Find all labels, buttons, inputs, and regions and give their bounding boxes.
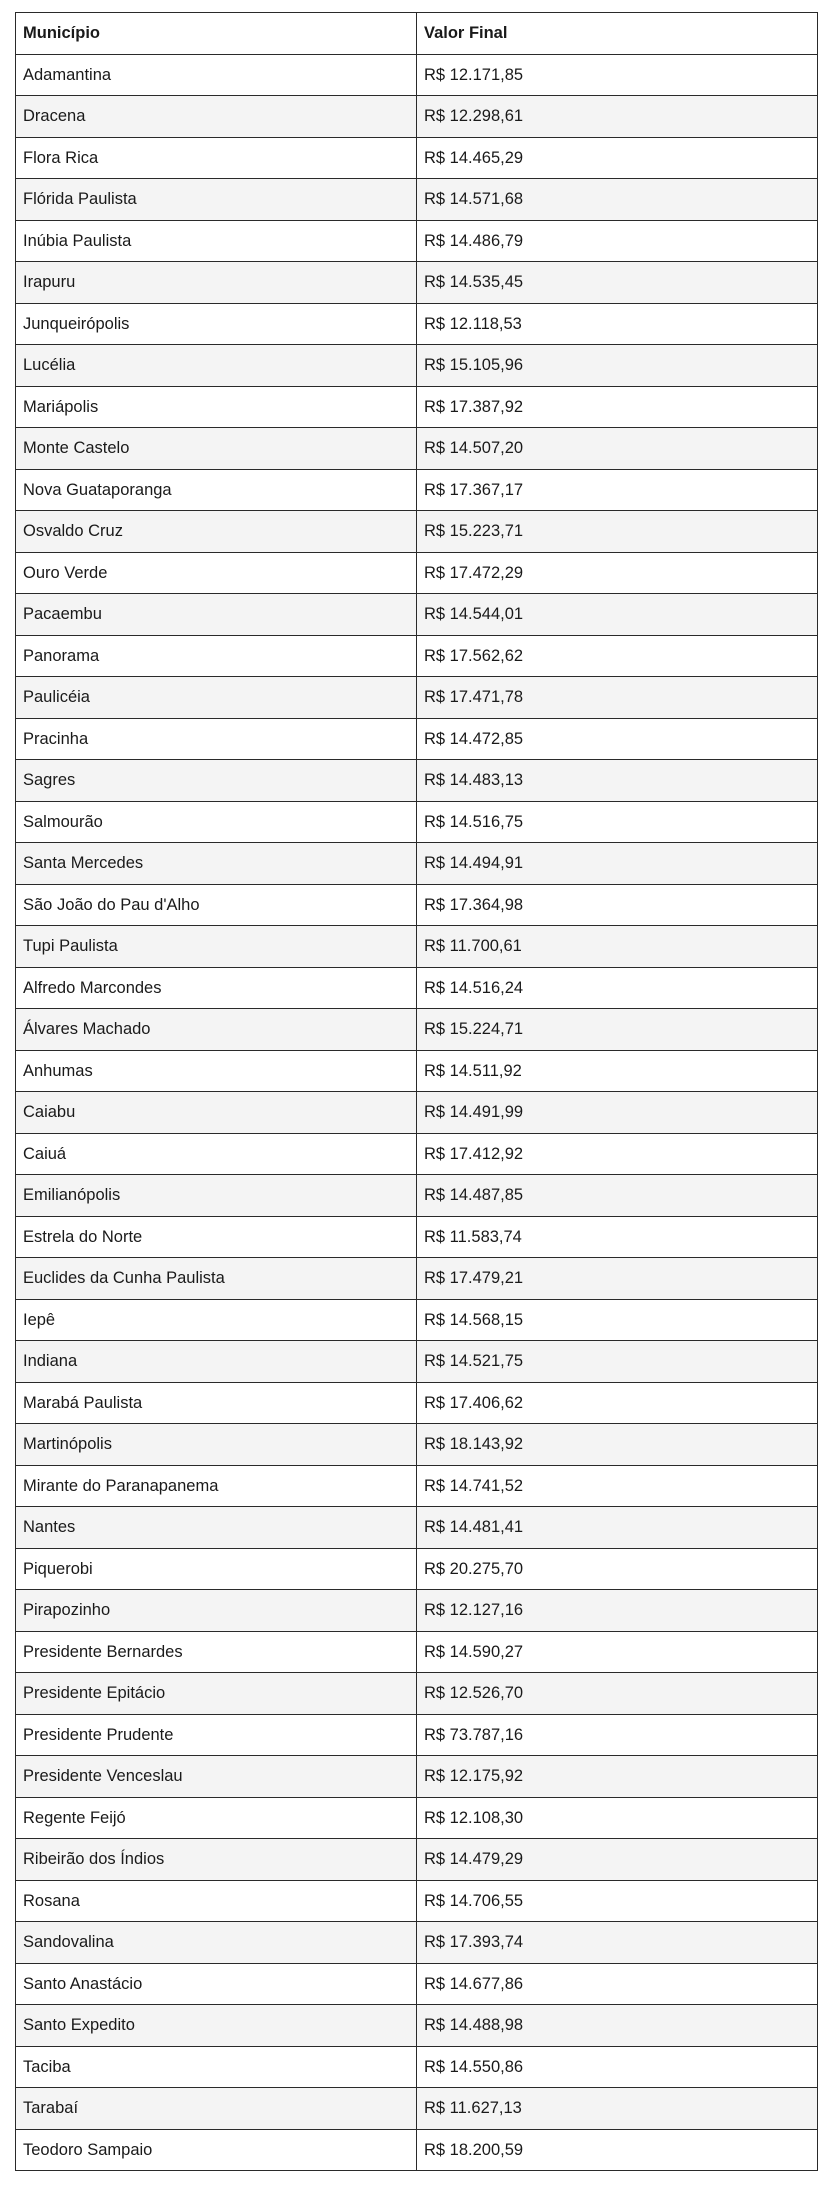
table-row [16, 137, 818, 179]
cell-municipio: Ribeirão dos Índios [16, 1839, 417, 1881]
cell-valor-final: R$ 14.494,91 [417, 843, 818, 885]
cell-valor-final: R$ 14.491,99 [417, 1092, 818, 1134]
cell-valor-final: R$ 17.471,78 [417, 677, 818, 719]
cell-municipio: Monte Castelo [16, 428, 417, 470]
cell-municipio: Tupi Paulista [16, 926, 417, 968]
cell-valor-final: R$ 18.200,59 [417, 2129, 818, 2171]
cell-valor-final: R$ 17.364,98 [417, 884, 818, 926]
table-row [16, 220, 818, 262]
table-row [16, 1922, 818, 1964]
cell-municipio: Mirante do Paranapanema [16, 1465, 417, 1507]
table-row [16, 1341, 818, 1383]
table-row [16, 552, 818, 594]
cell-municipio: Ouro Verde [16, 552, 417, 594]
table-row [16, 1424, 818, 1466]
cell-municipio: Nantes [16, 1507, 417, 1549]
cell-valor-final: R$ 73.787,16 [417, 1714, 818, 1756]
table-row [16, 386, 818, 428]
cell-valor-final: R$ 14.535,45 [417, 262, 818, 304]
cell-municipio: Álvares Machado [16, 1009, 417, 1051]
cell-municipio: Piquerobi [16, 1548, 417, 1590]
cell-municipio: Nova Guataporanga [16, 469, 417, 511]
table-row [16, 1631, 818, 1673]
cell-municipio: Euclides da Cunha Paulista [16, 1258, 417, 1300]
cell-municipio: Estrela do Norte [16, 1216, 417, 1258]
table-row [16, 1548, 818, 1590]
table-row [16, 1382, 818, 1424]
table-row [16, 2005, 818, 2047]
cell-valor-final: R$ 12.108,30 [417, 1797, 818, 1839]
cell-valor-final: R$ 14.481,41 [417, 1507, 818, 1549]
table-row [16, 1216, 818, 1258]
cell-valor-final: R$ 17.472,29 [417, 552, 818, 594]
table-body [16, 54, 818, 2171]
cell-municipio: Tarabaí [16, 2088, 417, 2130]
cell-municipio: Presidente Epitácio [16, 1673, 417, 1715]
cell-municipio: São João do Pau d'Alho [16, 884, 417, 926]
cell-municipio: Mariápolis [16, 386, 417, 428]
cell-valor-final: R$ 14.571,68 [417, 179, 818, 221]
table-row [16, 1092, 818, 1134]
cell-valor-final: R$ 12.127,16 [417, 1590, 818, 1632]
cell-municipio: Santo Expedito [16, 2005, 417, 2047]
table-row [16, 303, 818, 345]
cell-valor-final: R$ 14.516,24 [417, 967, 818, 1009]
table-row [16, 179, 818, 221]
table-row [16, 1175, 818, 1217]
cell-municipio: Panorama [16, 635, 417, 677]
column-header-municipio: Município [16, 13, 417, 55]
table-row [16, 1299, 818, 1341]
column-header-valor-final: Valor Final [417, 13, 818, 55]
cell-municipio: Presidente Bernardes [16, 1631, 417, 1673]
cell-valor-final: R$ 18.143,92 [417, 1424, 818, 1466]
cell-valor-final: R$ 17.479,21 [417, 1258, 818, 1300]
cell-valor-final: R$ 15.223,71 [417, 511, 818, 553]
cell-valor-final: R$ 14.486,79 [417, 220, 818, 262]
table-row [16, 884, 818, 926]
cell-valor-final: R$ 14.550,86 [417, 2046, 818, 2088]
table-header [16, 13, 818, 55]
cell-municipio: Teodoro Sampaio [16, 2129, 417, 2171]
cell-municipio: Taciba [16, 2046, 417, 2088]
table-row [16, 2129, 818, 2171]
table-row [16, 760, 818, 802]
table-row [16, 2046, 818, 2088]
cell-valor-final: R$ 15.224,71 [417, 1009, 818, 1051]
table-row [16, 1880, 818, 1922]
table-row [16, 54, 818, 96]
table-row [16, 1714, 818, 1756]
cell-valor-final: R$ 14.706,55 [417, 1880, 818, 1922]
cell-municipio: Flórida Paulista [16, 179, 417, 221]
cell-valor-final: R$ 11.627,13 [417, 2088, 818, 2130]
cell-municipio: Caiuá [16, 1133, 417, 1175]
cell-valor-final: R$ 15.105,96 [417, 345, 818, 387]
cell-valor-final: R$ 14.511,92 [417, 1050, 818, 1092]
table-row [16, 1050, 818, 1092]
cell-municipio: Paulicéia [16, 677, 417, 719]
table-row [16, 635, 818, 677]
cell-municipio: Presidente Prudente [16, 1714, 417, 1756]
cell-valor-final: R$ 12.526,70 [417, 1673, 818, 1715]
cell-municipio: Indiana [16, 1341, 417, 1383]
cell-municipio: Santo Anastácio [16, 1963, 417, 2005]
table-row [16, 1756, 818, 1798]
cell-municipio: Presidente Venceslau [16, 1756, 417, 1798]
cell-municipio: Lucélia [16, 345, 417, 387]
table-row [16, 1963, 818, 2005]
table-row [16, 1507, 818, 1549]
cell-valor-final: R$ 12.175,92 [417, 1756, 818, 1798]
table-row [16, 345, 818, 387]
table-row [16, 1009, 818, 1051]
table-row [16, 1590, 818, 1632]
cell-municipio: Marabá Paulista [16, 1382, 417, 1424]
cell-municipio: Rosana [16, 1880, 417, 1922]
municipios-table [15, 12, 818, 2171]
cell-valor-final: R$ 17.406,62 [417, 1382, 818, 1424]
cell-valor-final: R$ 11.700,61 [417, 926, 818, 968]
cell-valor-final: R$ 14.741,52 [417, 1465, 818, 1507]
table-row [16, 843, 818, 885]
cell-municipio: Inúbia Paulista [16, 220, 417, 262]
cell-valor-final: R$ 17.387,92 [417, 386, 818, 428]
cell-valor-final: R$ 14.479,29 [417, 1839, 818, 1881]
table-row [16, 1133, 818, 1175]
table-row [16, 1797, 818, 1839]
cell-municipio: Adamantina [16, 54, 417, 96]
cell-valor-final: R$ 14.544,01 [417, 594, 818, 636]
cell-municipio: Emilianópolis [16, 1175, 417, 1217]
cell-valor-final: R$ 17.393,74 [417, 1922, 818, 1964]
cell-municipio: Osvaldo Cruz [16, 511, 417, 553]
cell-valor-final: R$ 20.275,70 [417, 1548, 818, 1590]
cell-municipio: Sagres [16, 760, 417, 802]
table-row [16, 1839, 818, 1881]
cell-municipio: Pracinha [16, 718, 417, 760]
table-row [16, 594, 818, 636]
table-row [16, 262, 818, 304]
cell-valor-final: R$ 14.568,15 [417, 1299, 818, 1341]
cell-valor-final: R$ 14.521,75 [417, 1341, 818, 1383]
cell-valor-final: R$ 17.412,92 [417, 1133, 818, 1175]
cell-municipio: Irapuru [16, 262, 417, 304]
table-row [16, 469, 818, 511]
table-row [16, 677, 818, 719]
cell-municipio: Martinópolis [16, 1424, 417, 1466]
cell-valor-final: R$ 14.487,85 [417, 1175, 818, 1217]
table-row [16, 1673, 818, 1715]
cell-valor-final: R$ 12.118,53 [417, 303, 818, 345]
cell-municipio: Sandovalina [16, 1922, 417, 1964]
cell-valor-final: R$ 17.367,17 [417, 469, 818, 511]
table-row [16, 1258, 818, 1300]
cell-municipio: Iepê [16, 1299, 417, 1341]
table-container [15, 12, 818, 2171]
cell-municipio: Salmourão [16, 801, 417, 843]
cell-municipio: Dracena [16, 96, 417, 138]
cell-valor-final: R$ 14.590,27 [417, 1631, 818, 1673]
cell-municipio: Flora Rica [16, 137, 417, 179]
cell-valor-final: R$ 17.562,62 [417, 635, 818, 677]
cell-municipio: Pacaembu [16, 594, 417, 636]
cell-valor-final: R$ 11.583,74 [417, 1216, 818, 1258]
cell-municipio: Anhumas [16, 1050, 417, 1092]
cell-valor-final: R$ 12.298,61 [417, 96, 818, 138]
table-row [16, 801, 818, 843]
table-row [16, 2088, 818, 2130]
cell-valor-final: R$ 14.472,85 [417, 718, 818, 760]
cell-valor-final: R$ 14.677,86 [417, 1963, 818, 2005]
cell-valor-final: R$ 14.465,29 [417, 137, 818, 179]
table-row [16, 428, 818, 470]
cell-municipio: Regente Feijó [16, 1797, 417, 1839]
cell-municipio: Caiabu [16, 1092, 417, 1134]
table-row [16, 1465, 818, 1507]
table-row [16, 718, 818, 760]
header-row [16, 13, 818, 55]
table-row [16, 96, 818, 138]
table-row [16, 926, 818, 968]
cell-valor-final: R$ 14.483,13 [417, 760, 818, 802]
cell-municipio: Alfredo Marcondes [16, 967, 417, 1009]
table-row [16, 967, 818, 1009]
table-row [16, 511, 818, 553]
cell-municipio: Junqueirópolis [16, 303, 417, 345]
cell-municipio: Pirapozinho [16, 1590, 417, 1632]
cell-valor-final: R$ 14.507,20 [417, 428, 818, 470]
cell-valor-final: R$ 14.488,98 [417, 2005, 818, 2047]
cell-valor-final: R$ 12.171,85 [417, 54, 818, 96]
cell-municipio: Santa Mercedes [16, 843, 417, 885]
cell-valor-final: R$ 14.516,75 [417, 801, 818, 843]
